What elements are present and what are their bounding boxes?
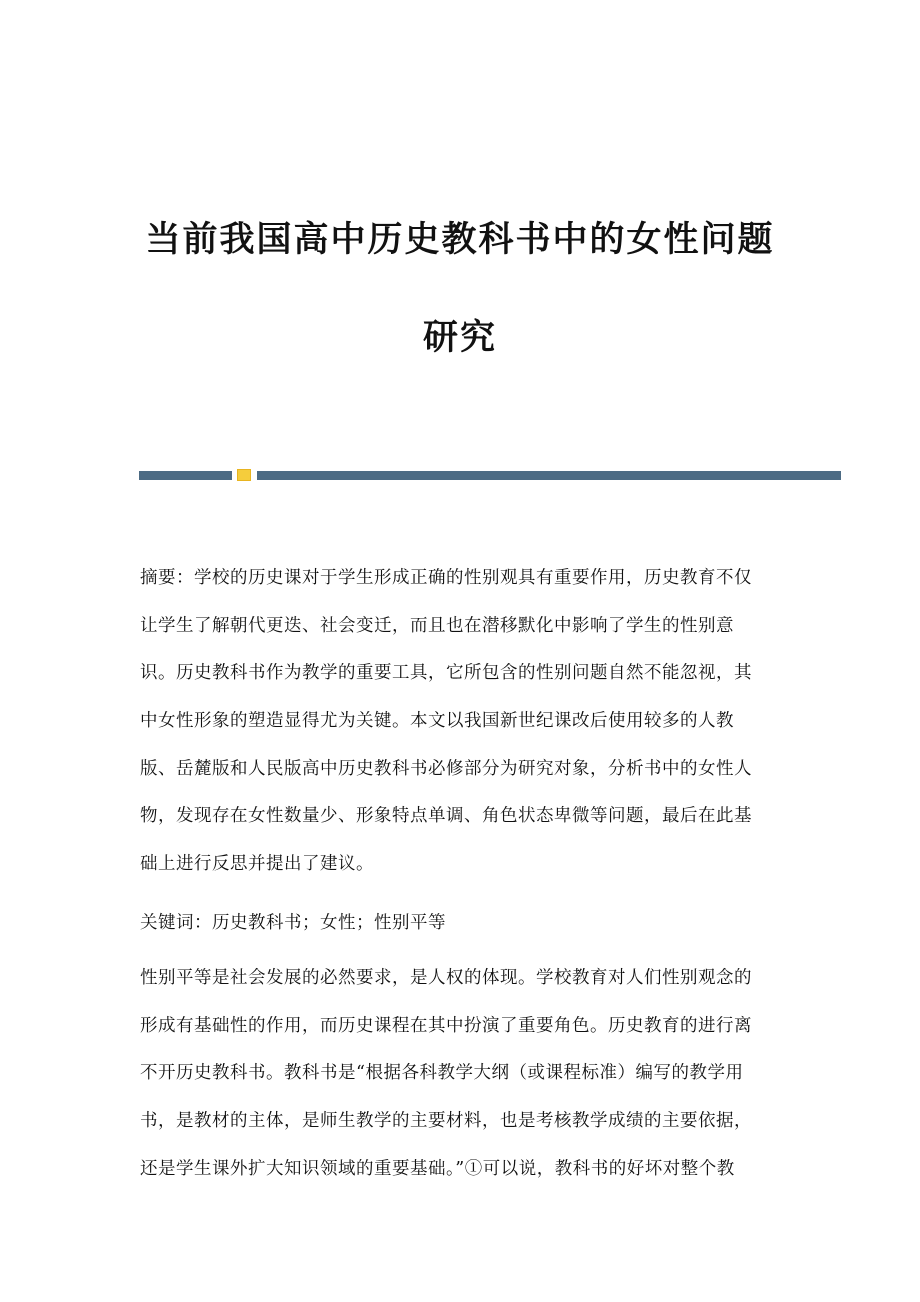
abstract-line: 摘要：学校的历史课对于学生形成正确的性别观具有重要作用，历史教育不仅: [140, 568, 752, 588]
title-line-1: 当前我国高中历史教科书中的女性问题: [145, 219, 775, 260]
abstract-line: 础上进行反思并提出了建议。: [140, 854, 374, 874]
abstract-line: 版、岳麓版和人民版高中历史教科书必修部分为研究对象，分析书中的女性人: [140, 759, 752, 779]
body-line: 形成有基础性的作用，而历史课程在其中扮演了重要角色。历史教育的进行离: [140, 1016, 752, 1036]
divider-left: [139, 471, 232, 480]
keywords: 关键词：历史教科书；女性；性别平等: [140, 913, 446, 933]
abstract-line: 中女性形象的塑造显得尤为关键。本文以我国新世纪课改后使用较多的人教: [140, 711, 734, 731]
body-line: 性别平等是社会发展的必然要求，是人权的体现。学校教育对人们性别观念的: [140, 968, 752, 988]
body-line: 还是学生课外扩大知识领域的重要基础。”①可以说，教科书的好坏对整个教: [140, 1159, 735, 1179]
divider-ornament-icon: [237, 469, 251, 481]
body-line: 不开历史教科书。教科书是“根据各科教学大纲（或课程标准）编写的教学用: [140, 1063, 744, 1083]
title-line-2: 研究: [422, 317, 497, 358]
abstract-line: 物，发现存在女性数量少、形象特点单调、角色状态卑微等问题，最后在此基: [140, 806, 752, 826]
body-line: 书，是教材的主体，是师生教学的主要材料，也是考核教学成绩的主要依据，: [140, 1111, 752, 1131]
abstract-line: 识。历史教科书作为教学的重要工具，它所包含的性别问题自然不能忽视，其: [140, 663, 752, 683]
divider-right: [257, 471, 841, 480]
abstract-line: 让学生了解朝代更迭、社会变迁，而且也在潜移默化中影响了学生的性别意: [140, 616, 734, 636]
